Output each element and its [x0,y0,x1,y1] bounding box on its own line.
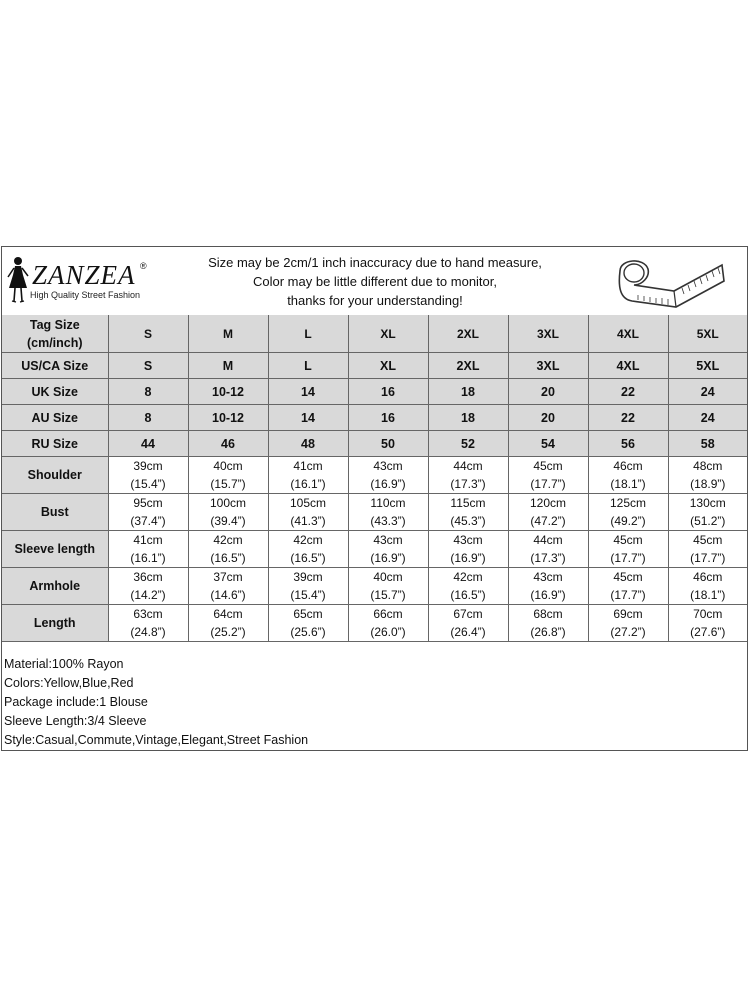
cm-value: 115cm [450,496,486,510]
size-column-header [268,315,348,353]
inch-value: (16.5”) [210,551,246,565]
inch-value: (49.2”) [610,514,646,528]
inch-value: (15.4”) [290,588,326,602]
inch-value: (16.1”) [130,551,166,565]
measurement-row [2,568,747,605]
table-cell: 16 [348,379,428,405]
cm-value: 65cm [293,607,323,621]
measurement-row [2,605,747,642]
table-cell [268,568,348,605]
table-cell: M [188,353,268,379]
inch-value: (15.4”) [130,477,166,491]
brand-logo [6,255,156,307]
table-cell: L [268,353,348,379]
inch-value: (16.5”) [290,551,326,565]
table-cell: 24 [668,379,747,405]
cm-value: 46cm [613,459,643,473]
table-cell [668,457,747,494]
table-cell [588,568,668,605]
cm-value: 64cm [213,607,243,621]
table-cell: 4XL [588,353,668,379]
cm-value: 37cm [213,570,243,584]
cm-value: 70cm [693,607,723,621]
cm-value: 105cm [289,496,327,510]
registered-mark: ® [140,261,147,271]
size-column-header [108,315,188,353]
header-text: Tag Size [29,317,80,332]
table-cell: 14 [268,379,348,405]
notice-line: Color may be little different due to monitor, [253,274,497,289]
inch-value: (14.2”) [130,588,166,602]
inch-value: (17.3”) [530,551,566,565]
table-cell [108,494,188,531]
table-cell [428,531,508,568]
cm-value: 42cm [293,533,323,547]
table-cell: 10-12 [188,379,268,405]
table-cell [668,568,747,605]
table-cell [268,605,348,642]
table-cell [428,494,508,531]
table-cell [668,494,747,531]
inch-value: (16.9”) [370,551,406,565]
table-cell [348,531,428,568]
cm-value: 43cm [373,533,403,547]
cm-value: 120cm [529,496,567,510]
size-column-header [668,315,747,353]
chart-header [2,247,747,316]
cm-value: 41cm [133,533,163,547]
size-row [2,431,747,457]
cm-value: 39cm [133,459,163,473]
table-cell [508,605,588,642]
row-label: UK Size [2,379,108,405]
table-cell: 58 [668,431,747,457]
row-label: RU Size [2,431,108,457]
table-cell [108,531,188,568]
inch-value: (45.3”) [450,514,486,528]
table-cell [508,494,588,531]
table-cell [348,494,428,531]
cm-value: 43cm [533,570,563,584]
size-column-header [428,315,508,353]
header-text: L [304,326,312,341]
header-text: 2XL [456,326,479,341]
table-cell: S [108,353,188,379]
size-column-header [348,315,428,353]
row-label: Shoulder [2,457,108,494]
table-cell: 8 [108,405,188,431]
table-cell: 18 [428,405,508,431]
table-cell: 22 [588,405,668,431]
inch-value: (25.6”) [290,625,326,639]
table-cell [268,457,348,494]
row-label: Bust [2,494,108,531]
cm-value: 44cm [533,533,563,547]
inch-value: (26.4”) [450,625,486,639]
inch-value: (24.8”) [130,625,166,639]
product-specs [4,655,308,750]
table-cell: 20 [508,379,588,405]
cm-value: 43cm [453,533,483,547]
size-row [2,353,747,379]
size-table [2,315,747,642]
inch-value: (25.2”) [210,625,246,639]
table-cell: 24 [668,405,747,431]
cm-value: 110cm [370,496,406,510]
header-text: 4XL [616,326,639,341]
table-cell [668,531,747,568]
header-text: 5XL [696,326,719,341]
inch-value: (17.7”) [690,551,726,565]
cm-value: 48cm [693,459,723,473]
size-column-header [188,315,268,353]
table-cell [668,605,747,642]
inch-value: (18.1”) [610,477,646,491]
table-cell [508,531,588,568]
cm-value: 42cm [213,533,243,547]
table-cell [188,494,268,531]
cm-value: 63cm [133,607,163,621]
table-cell [188,605,268,642]
table-cell [108,457,188,494]
cm-value: 66cm [373,607,403,621]
spec-colors: Colors:Yellow,Blue,Red [4,676,134,690]
inch-value: (37.4”) [130,514,166,528]
cm-value: 44cm [453,459,483,473]
spec-material: Material:100% Rayon [4,657,124,671]
cm-value: 42cm [453,570,483,584]
table-cell: 56 [588,431,668,457]
table-cell: 54 [508,431,588,457]
size-row [2,405,747,431]
inch-value: (16.5”) [450,588,486,602]
table-cell: 46 [188,431,268,457]
size-column-header [508,315,588,353]
measuring-tape-icon [614,251,726,313]
inch-value: (41.3”) [290,514,326,528]
row-label: Sleeve length [2,531,108,568]
tag-size-header [2,315,108,353]
inch-value: (17.3”) [450,477,486,491]
table-cell [428,605,508,642]
inch-value: (18.1”) [690,588,726,602]
inch-value: (17.7”) [610,588,646,602]
cm-value: 45cm [613,533,643,547]
table-cell [108,605,188,642]
row-label: AU Size [2,405,108,431]
table-cell [428,457,508,494]
header-text: 3XL [536,326,559,341]
table-cell [508,568,588,605]
table-cell: 10-12 [188,405,268,431]
cm-value: 40cm [213,459,243,473]
notice-line: thanks for your understanding! [287,293,463,308]
cm-value: 36cm [133,570,163,584]
inch-value: (16.9”) [530,588,566,602]
size-row [2,379,747,405]
table-cell: 16 [348,405,428,431]
cm-value: 45cm [613,570,643,584]
header-text: M [223,326,233,341]
inch-value: (17.7”) [530,477,566,491]
spec-sleeve-length: Sleeve Length:3/4 Sleeve [4,714,147,728]
cm-value: 130cm [689,496,726,510]
table-cell [188,568,268,605]
notice-line: Size may be 2cm/1 inch inaccuracy due to hand measure, [208,255,542,270]
cm-value: 46cm [693,570,723,584]
inch-value: (39.4”) [210,514,246,528]
cm-value: 45cm [533,459,563,473]
table-cell [588,531,668,568]
inch-value: (47.2”) [530,514,566,528]
table-cell: 5XL [668,353,747,379]
table-cell: 14 [268,405,348,431]
inch-value: (14.6”) [210,588,246,602]
cm-value: 39cm [293,570,323,584]
table-cell: 8 [108,379,188,405]
brand-name: ZANZEA [32,260,136,290]
inch-value: (15.7”) [370,588,406,602]
inch-value: (43.3”) [370,514,406,528]
brand-tagline: High Quality Street Fashion [30,290,141,300]
table-cell: 48 [268,431,348,457]
table-cell [188,457,268,494]
size-column-header [588,315,668,353]
table-cell [348,457,428,494]
table-cell [428,568,508,605]
table-cell [268,494,348,531]
cm-value: 125cm [609,496,647,510]
table-cell: 44 [108,431,188,457]
measurement-row [2,457,747,494]
table-cell: 50 [348,431,428,457]
table-cell [588,494,668,531]
measurement-row [2,494,747,531]
table-cell [588,457,668,494]
spec-style: Style:Casual,Commute,Vintage,Elegant,Street Fashion [4,733,309,747]
measurement-notice [172,253,578,310]
cm-value: 100cm [209,496,247,510]
woman-silhouette-icon [6,255,30,305]
table-cell [508,457,588,494]
row-label: Armhole [2,568,108,605]
table-cell: 20 [508,405,588,431]
inch-value: (15.7”) [210,477,246,491]
size-chart-sheet [1,246,748,751]
table-cell [348,605,428,642]
table-cell [588,605,668,642]
cm-value: 43cm [373,459,403,473]
inch-value: (16.9”) [450,551,486,565]
inch-value: (17.7”) [610,551,646,565]
cm-value: 95cm [133,496,163,510]
cm-value: 41cm [293,459,323,473]
inch-value: (27.6”) [690,625,726,639]
cm-value: 45cm [693,533,723,547]
measurement-row [2,531,747,568]
header-text: (cm/inch) [26,335,83,350]
inch-value: (16.1”) [290,477,326,491]
table-cell [188,531,268,568]
table-header-row [2,315,747,353]
inch-value: (16.9”) [370,477,406,491]
table-cell [268,531,348,568]
inch-value: (26.8”) [530,625,566,639]
table-cell: 2XL [428,353,508,379]
table-cell: 18 [428,379,508,405]
table-cell: 3XL [508,353,588,379]
table-cell: 22 [588,379,668,405]
header-text: XL [380,326,396,341]
row-label: Length [2,605,108,642]
cm-value: 68cm [533,607,563,621]
spec-package: Package include:1 Blouse [4,695,148,709]
cm-value: 40cm [373,570,403,584]
cm-value: 67cm [453,607,483,621]
table-cell: XL [348,353,428,379]
table-cell: 52 [428,431,508,457]
row-label: US/CA Size [2,353,108,379]
header-text: S [143,326,152,341]
table-cell [108,568,188,605]
inch-value: (26.0”) [370,625,406,639]
inch-value: (27.2”) [610,625,646,639]
table-cell [348,568,428,605]
inch-value: (51.2”) [690,514,726,528]
cm-value: 69cm [613,607,643,621]
inch-value: (18.9”) [690,477,726,491]
